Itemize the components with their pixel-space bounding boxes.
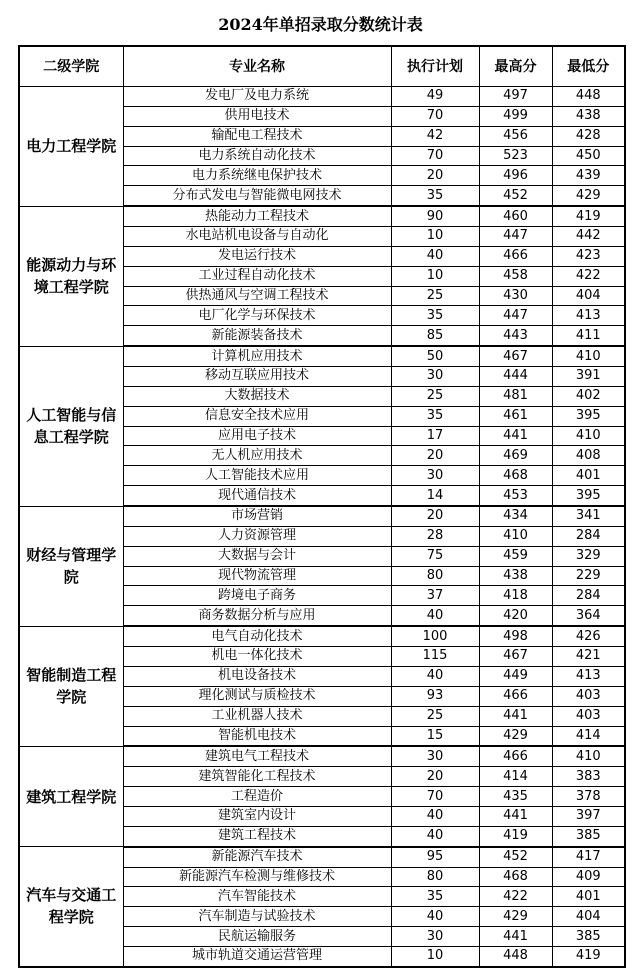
plan-cell: 10 bbox=[391, 946, 479, 966]
major-cell: 大数据技术 bbox=[123, 386, 391, 406]
max-score-cell: 466 bbox=[479, 686, 552, 706]
max-score-cell: 434 bbox=[479, 506, 552, 526]
max-score-cell: 458 bbox=[479, 266, 552, 286]
plan-cell: 40 bbox=[391, 826, 479, 846]
min-score-cell: 404 bbox=[552, 907, 625, 927]
plan-cell: 80 bbox=[391, 867, 479, 887]
min-score-cell: 428 bbox=[552, 126, 625, 146]
max-score-cell: 441 bbox=[479, 927, 552, 947]
min-score-cell: 391 bbox=[552, 367, 625, 387]
major-cell: 信息安全技术应用 bbox=[123, 406, 391, 426]
header-min-score: 最低分 bbox=[552, 46, 625, 87]
admission-score-table bbox=[18, 45, 626, 968]
plan-cell: 30 bbox=[391, 746, 479, 766]
min-score-cell: 403 bbox=[552, 686, 625, 706]
min-score-cell: 229 bbox=[552, 566, 625, 586]
min-score-cell: 438 bbox=[552, 106, 625, 126]
table-row bbox=[19, 206, 625, 226]
max-score-cell: 448 bbox=[479, 946, 552, 966]
max-score-cell: 460 bbox=[479, 206, 552, 226]
major-cell: 智能机电技术 bbox=[123, 726, 391, 746]
major-cell: 工程造价 bbox=[123, 787, 391, 807]
min-score-cell: 404 bbox=[552, 286, 625, 306]
plan-cell: 75 bbox=[391, 546, 479, 566]
plan-cell: 20 bbox=[391, 446, 479, 466]
plan-cell: 40 bbox=[391, 246, 479, 266]
max-score-cell: 499 bbox=[479, 106, 552, 126]
plan-cell: 14 bbox=[391, 486, 479, 506]
plan-cell: 93 bbox=[391, 686, 479, 706]
min-score-cell: 408 bbox=[552, 446, 625, 466]
max-score-cell: 467 bbox=[479, 346, 552, 366]
max-score-cell: 414 bbox=[479, 767, 552, 787]
max-score-cell: 452 bbox=[479, 186, 552, 206]
college-cell: 能源动力与环境工程学院 bbox=[19, 206, 123, 346]
major-cell: 机电一体化技术 bbox=[123, 647, 391, 667]
college-cell: 建筑工程学院 bbox=[19, 746, 123, 846]
min-score-cell: 442 bbox=[552, 227, 625, 247]
college-cell: 汽车与交通工程学院 bbox=[19, 847, 123, 967]
min-score-cell: 395 bbox=[552, 406, 625, 426]
major-cell: 电气自动化技术 bbox=[123, 626, 391, 646]
major-cell: 发电厂及电力系统 bbox=[123, 87, 391, 107]
min-score-cell: 410 bbox=[552, 746, 625, 766]
max-score-cell: 468 bbox=[479, 867, 552, 887]
min-score-cell: 422 bbox=[552, 266, 625, 286]
major-cell: 汽车制造与试验技术 bbox=[123, 907, 391, 927]
college-cell: 财经与管理学院 bbox=[19, 506, 123, 626]
major-cell: 理化测试与质检技术 bbox=[123, 686, 391, 706]
min-score-cell: 419 bbox=[552, 206, 625, 226]
plan-cell: 37 bbox=[391, 586, 479, 606]
table-row bbox=[19, 847, 625, 867]
major-cell: 人工智能技术应用 bbox=[123, 466, 391, 486]
plan-cell: 70 bbox=[391, 106, 479, 126]
max-score-cell: 496 bbox=[479, 166, 552, 186]
plan-cell: 100 bbox=[391, 626, 479, 646]
max-score-cell: 441 bbox=[479, 806, 552, 826]
plan-cell: 70 bbox=[391, 146, 479, 166]
min-score-cell: 419 bbox=[552, 946, 625, 966]
min-score-cell: 410 bbox=[552, 346, 625, 366]
major-cell: 发电运行技术 bbox=[123, 246, 391, 266]
major-cell: 新能源汽车检测与维修技术 bbox=[123, 867, 391, 887]
major-cell: 建筑工程技术 bbox=[123, 826, 391, 846]
min-score-cell: 395 bbox=[552, 486, 625, 506]
plan-cell: 30 bbox=[391, 367, 479, 387]
max-score-cell: 467 bbox=[479, 647, 552, 667]
min-score-cell: 385 bbox=[552, 927, 625, 947]
max-score-cell: 449 bbox=[479, 666, 552, 686]
plan-cell: 20 bbox=[391, 166, 479, 186]
plan-cell: 80 bbox=[391, 566, 479, 586]
max-score-cell: 441 bbox=[479, 706, 552, 726]
min-score-cell: 383 bbox=[552, 767, 625, 787]
max-score-cell: 418 bbox=[479, 586, 552, 606]
plan-cell: 90 bbox=[391, 206, 479, 226]
header-college: 二级学院 bbox=[19, 46, 123, 87]
header-major: 专业名称 bbox=[123, 46, 391, 87]
major-cell: 建筑室内设计 bbox=[123, 806, 391, 826]
plan-cell: 17 bbox=[391, 426, 479, 446]
table-row bbox=[19, 626, 625, 646]
major-cell: 建筑智能化工程技术 bbox=[123, 767, 391, 787]
table-row bbox=[19, 746, 625, 766]
min-score-cell: 401 bbox=[552, 887, 625, 907]
min-score-cell: 341 bbox=[552, 506, 625, 526]
max-score-cell: 456 bbox=[479, 126, 552, 146]
college-cell: 电力工程学院 bbox=[19, 87, 123, 207]
major-cell: 民航运输服务 bbox=[123, 927, 391, 947]
major-cell: 移动互联应用技术 bbox=[123, 367, 391, 387]
plan-cell: 10 bbox=[391, 227, 479, 247]
max-score-cell: 419 bbox=[479, 826, 552, 846]
plan-cell: 30 bbox=[391, 927, 479, 947]
major-cell: 建筑电气工程技术 bbox=[123, 746, 391, 766]
max-score-cell: 466 bbox=[479, 246, 552, 266]
min-score-cell: 329 bbox=[552, 546, 625, 566]
max-score-cell: 430 bbox=[479, 286, 552, 306]
max-score-cell: 443 bbox=[479, 326, 552, 346]
min-score-cell: 284 bbox=[552, 526, 625, 546]
max-score-cell: 410 bbox=[479, 526, 552, 546]
max-score-cell: 441 bbox=[479, 426, 552, 446]
table-body bbox=[19, 87, 625, 967]
min-score-cell: 448 bbox=[552, 87, 625, 107]
major-cell: 分布式发电与智能微电网技术 bbox=[123, 186, 391, 206]
min-score-cell: 409 bbox=[552, 867, 625, 887]
max-score-cell: 481 bbox=[479, 386, 552, 406]
major-cell: 机电设备技术 bbox=[123, 666, 391, 686]
plan-cell: 95 bbox=[391, 847, 479, 867]
plan-cell: 40 bbox=[391, 806, 479, 826]
major-cell: 现代通信技术 bbox=[123, 486, 391, 506]
max-score-cell: 447 bbox=[479, 306, 552, 326]
plan-cell: 40 bbox=[391, 666, 479, 686]
max-score-cell: 469 bbox=[479, 446, 552, 466]
min-score-cell: 450 bbox=[552, 146, 625, 166]
max-score-cell: 497 bbox=[479, 87, 552, 107]
max-score-cell: 452 bbox=[479, 847, 552, 867]
major-cell: 应用电子技术 bbox=[123, 426, 391, 446]
max-score-cell: 468 bbox=[479, 466, 552, 486]
max-score-cell: 422 bbox=[479, 887, 552, 907]
plan-cell: 70 bbox=[391, 787, 479, 807]
major-cell: 新能源装备技术 bbox=[123, 326, 391, 346]
max-score-cell: 523 bbox=[479, 146, 552, 166]
max-score-cell: 435 bbox=[479, 787, 552, 807]
min-score-cell: 429 bbox=[552, 186, 625, 206]
min-score-cell: 410 bbox=[552, 426, 625, 446]
plan-cell: 35 bbox=[391, 306, 479, 326]
max-score-cell: 466 bbox=[479, 746, 552, 766]
min-score-cell: 413 bbox=[552, 306, 625, 326]
page-title: 2024年单招录取分数统计表 bbox=[218, 15, 423, 34]
max-score-cell: 461 bbox=[479, 406, 552, 426]
plan-cell: 50 bbox=[391, 346, 479, 366]
min-score-cell: 284 bbox=[552, 586, 625, 606]
plan-cell: 49 bbox=[391, 87, 479, 107]
plan-cell: 115 bbox=[391, 647, 479, 667]
major-cell: 工业过程自动化技术 bbox=[123, 266, 391, 286]
min-score-cell: 364 bbox=[552, 606, 625, 626]
plan-cell: 20 bbox=[391, 767, 479, 787]
plan-cell: 25 bbox=[391, 706, 479, 726]
plan-cell: 10 bbox=[391, 266, 479, 286]
min-score-cell: 421 bbox=[552, 647, 625, 667]
min-score-cell: 413 bbox=[552, 666, 625, 686]
major-cell: 市场营销 bbox=[123, 506, 391, 526]
major-cell: 热能动力工程技术 bbox=[123, 206, 391, 226]
min-score-cell: 403 bbox=[552, 706, 625, 726]
plan-cell: 85 bbox=[391, 326, 479, 346]
plan-cell: 28 bbox=[391, 526, 479, 546]
max-score-cell: 438 bbox=[479, 566, 552, 586]
plan-cell: 25 bbox=[391, 286, 479, 306]
min-score-cell: 378 bbox=[552, 787, 625, 807]
min-score-cell: 397 bbox=[552, 806, 625, 826]
major-cell: 水电站机电设备与自动化 bbox=[123, 227, 391, 247]
college-cell: 智能制造工程学院 bbox=[19, 626, 123, 746]
min-score-cell: 414 bbox=[552, 726, 625, 746]
major-cell: 跨境电子商务 bbox=[123, 586, 391, 606]
major-cell: 输配电工程技术 bbox=[123, 126, 391, 146]
min-score-cell: 417 bbox=[552, 847, 625, 867]
plan-cell: 35 bbox=[391, 186, 479, 206]
min-score-cell: 439 bbox=[552, 166, 625, 186]
major-cell: 新能源汽车技术 bbox=[123, 847, 391, 867]
min-score-cell: 385 bbox=[552, 826, 625, 846]
major-cell: 现代物流管理 bbox=[123, 566, 391, 586]
plan-cell: 35 bbox=[391, 406, 479, 426]
max-score-cell: 453 bbox=[479, 486, 552, 506]
header-row bbox=[19, 46, 625, 87]
plan-cell: 35 bbox=[391, 887, 479, 907]
major-cell: 城市轨道交通运营管理 bbox=[123, 946, 391, 966]
major-cell: 供热通风与空调工程技术 bbox=[123, 286, 391, 306]
major-cell: 电力系统自动化技术 bbox=[123, 146, 391, 166]
major-cell: 商务数据分析与应用 bbox=[123, 606, 391, 626]
plan-cell: 40 bbox=[391, 907, 479, 927]
max-score-cell: 429 bbox=[479, 907, 552, 927]
max-score-cell: 447 bbox=[479, 227, 552, 247]
min-score-cell: 423 bbox=[552, 246, 625, 266]
max-score-cell: 459 bbox=[479, 546, 552, 566]
max-score-cell: 429 bbox=[479, 726, 552, 746]
min-score-cell: 401 bbox=[552, 466, 625, 486]
max-score-cell: 498 bbox=[479, 626, 552, 646]
plan-cell: 40 bbox=[391, 606, 479, 626]
plan-cell: 30 bbox=[391, 466, 479, 486]
header-max-score: 最高分 bbox=[479, 46, 552, 87]
plan-cell: 42 bbox=[391, 126, 479, 146]
table-row bbox=[19, 87, 625, 107]
min-score-cell: 402 bbox=[552, 386, 625, 406]
min-score-cell: 411 bbox=[552, 326, 625, 346]
max-score-cell: 420 bbox=[479, 606, 552, 626]
major-cell: 工业机器人技术 bbox=[123, 706, 391, 726]
max-score-cell: 444 bbox=[479, 367, 552, 387]
header-plan: 执行计划 bbox=[391, 46, 479, 87]
table-row bbox=[19, 346, 625, 366]
plan-cell: 15 bbox=[391, 726, 479, 746]
plan-cell: 25 bbox=[391, 386, 479, 406]
major-cell: 计算机应用技术 bbox=[123, 346, 391, 366]
major-cell: 无人机应用技术 bbox=[123, 446, 391, 466]
table-row bbox=[19, 506, 625, 526]
college-cell: 人工智能与信息工程学院 bbox=[19, 346, 123, 506]
major-cell: 人力资源管理 bbox=[123, 526, 391, 546]
major-cell: 汽车智能技术 bbox=[123, 887, 391, 907]
major-cell: 大数据与会计 bbox=[123, 546, 391, 566]
major-cell: 供用电技术 bbox=[123, 106, 391, 126]
major-cell: 电力系统继电保护技术 bbox=[123, 166, 391, 186]
min-score-cell: 426 bbox=[552, 626, 625, 646]
major-cell: 电厂化学与环保技术 bbox=[123, 306, 391, 326]
plan-cell: 20 bbox=[391, 506, 479, 526]
